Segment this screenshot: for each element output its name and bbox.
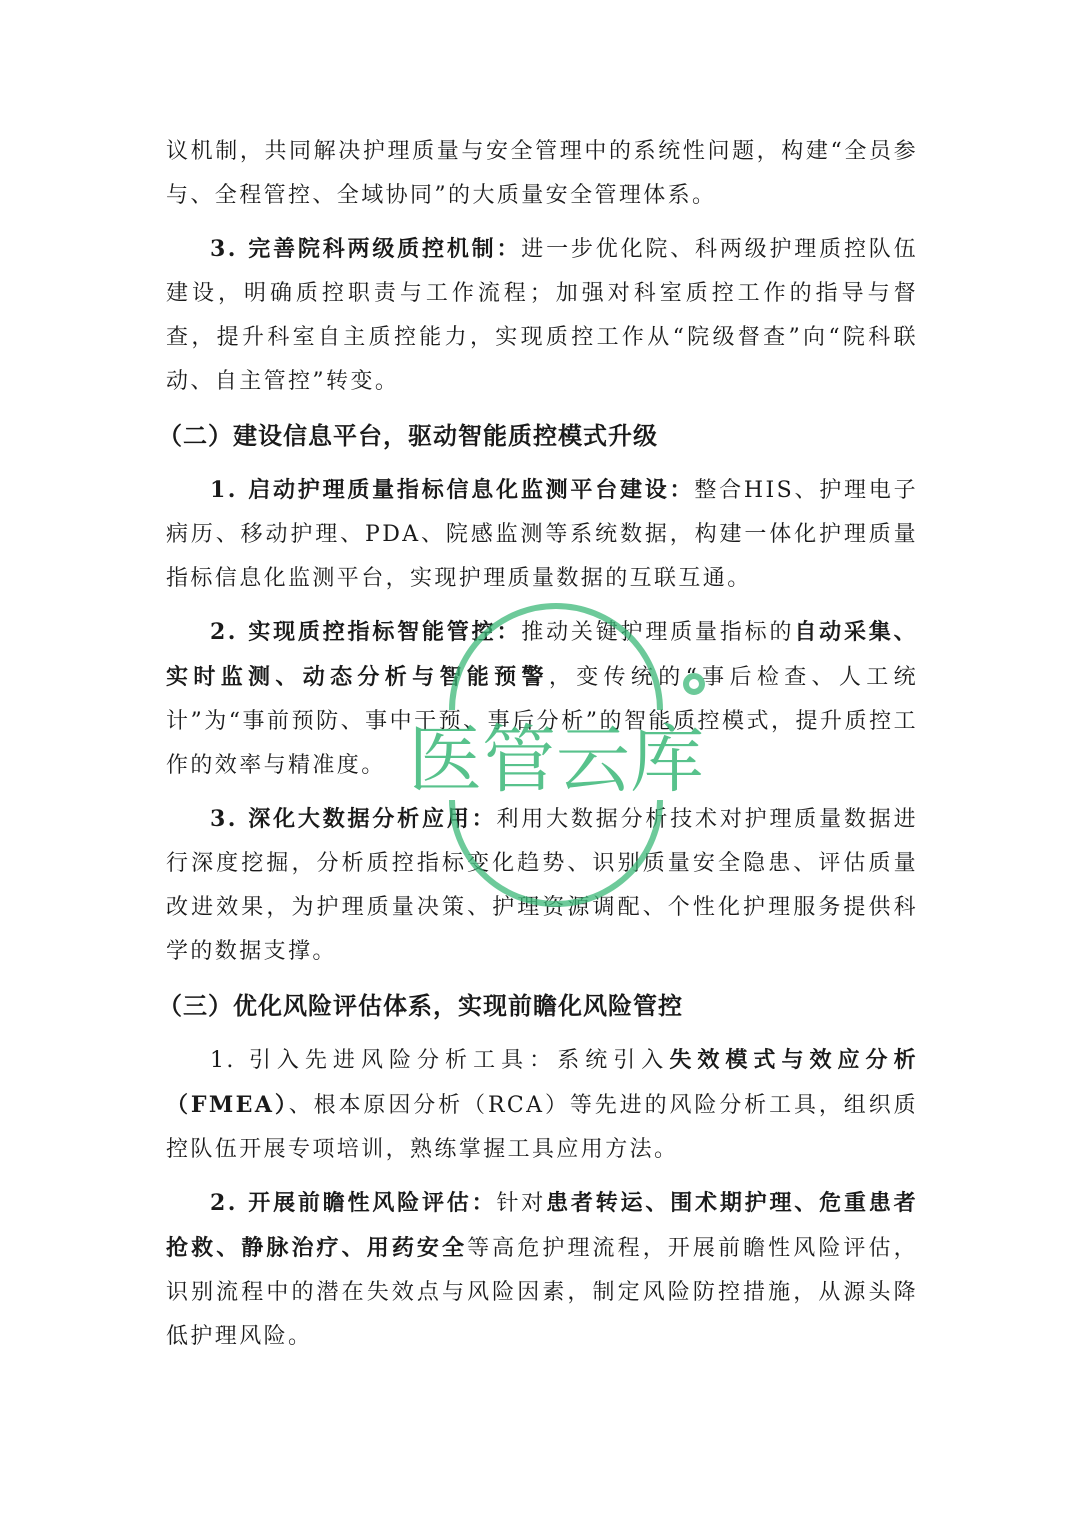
separator: 、: [794, 1190, 820, 1216]
emphasis-text: 静脉治疗: [241, 1235, 342, 1261]
paragraph-c2: [166, 1181, 918, 1359]
separator: 、: [216, 1235, 242, 1261]
emphasis-text: 失效模式与效应分析（FMEA）: [166, 1047, 918, 1118]
paragraph-continued: [166, 130, 918, 218]
paragraph-a3: [166, 227, 918, 404]
paragraph-text: ，变传统的“事后检查、人工统计”为“事前预防、事中干预、事后分析”的智能质控模式，提升质控工作的效率与精准度。: [166, 665, 918, 778]
paragraph-b2: [166, 610, 918, 788]
emphasis-text: 围术期护理: [670, 1190, 795, 1216]
document-body: [158, 130, 919, 1368]
paragraph-text: 整合HIS、护理电子病历、移动护理、PDA、院感监测等系统数据，构建一体化护理质量指标信息化监测平台，实现护理质量数据的互联互通。: [166, 478, 919, 591]
section-heading-3: （三）优化风险评估体系，实现前瞻化风险管控: [158, 992, 683, 1020]
paragraph-text: 、根本原因分析（RCA）等先进的风险分析工具，组织质控队伍开展专项培训，熟练掌握工具应用方法。: [166, 1093, 919, 1162]
emphasis-text: 危重患者抢救: [166, 1190, 918, 1261]
emphasis-text: 用药安全: [366, 1235, 468, 1261]
paragraph-c1: [166, 1038, 918, 1172]
separator: 、: [341, 1235, 367, 1261]
item-heading: 1. 启动护理质量指标信息化监测平台建设：: [210, 477, 695, 503]
paragraph-text: 系统引入: [557, 1048, 670, 1073]
section-heading-2: （二）建设信息平台，驱动智能质控模式升级: [158, 422, 658, 450]
item-number: 1. 引入先进风险分析工具：: [210, 1048, 558, 1073]
paragraph-b1: [166, 468, 918, 601]
paragraph-text: 针对: [496, 1191, 547, 1216]
paragraph-b3: [166, 797, 918, 974]
item-heading: 3. 完善院科两级质控机制：: [210, 236, 522, 262]
paragraph-text: 进一步优化院、科两级护理质控队伍建设，明确质控职责与工作流程；加强对科室质控工作的指导与督查，提升科室自主质控能力，实现质控工作从“院级督查”向“院科联动、自主管控”转变。: [166, 237, 918, 394]
emphasis-text: 患者转运: [546, 1190, 646, 1216]
paragraph-text: 推动关键护理质量指标的: [521, 620, 795, 645]
paragraph-text: 等高危护理流程，开展前瞻性风险评估，识别流程中的潜在失效点与风险因素，制定风险防控措施，从源头降低护理风险。: [166, 1236, 918, 1349]
item-heading: 2. 实现质控指标智能管控：: [210, 619, 522, 645]
paragraph-text: 利用大数据分析技术对护理质量数据进行深度挖掘，分析质控指标变化趋势、识别质量安全隐患、评估质量改进效果，为护理质量决策、护理资源调配、个性化护理服务提供科学的数据支撑。: [166, 807, 919, 964]
item-heading: 3. 深化大数据分析应用：: [210, 806, 497, 832]
emphasis-text: 自动采集、实时监测、动态分析与智能预警: [166, 619, 918, 690]
watermark-text: 医管云库: [408, 717, 704, 803]
item-heading: 2. 开展前瞻性风险评估：: [210, 1190, 497, 1216]
separator: 、: [645, 1190, 671, 1216]
paragraph-text: 议机制，共同解决护理质量与安全管理中的系统性问题，构建“全员参与、全程管控、全域协同”的大质量安全管理体系。: [166, 139, 918, 208]
